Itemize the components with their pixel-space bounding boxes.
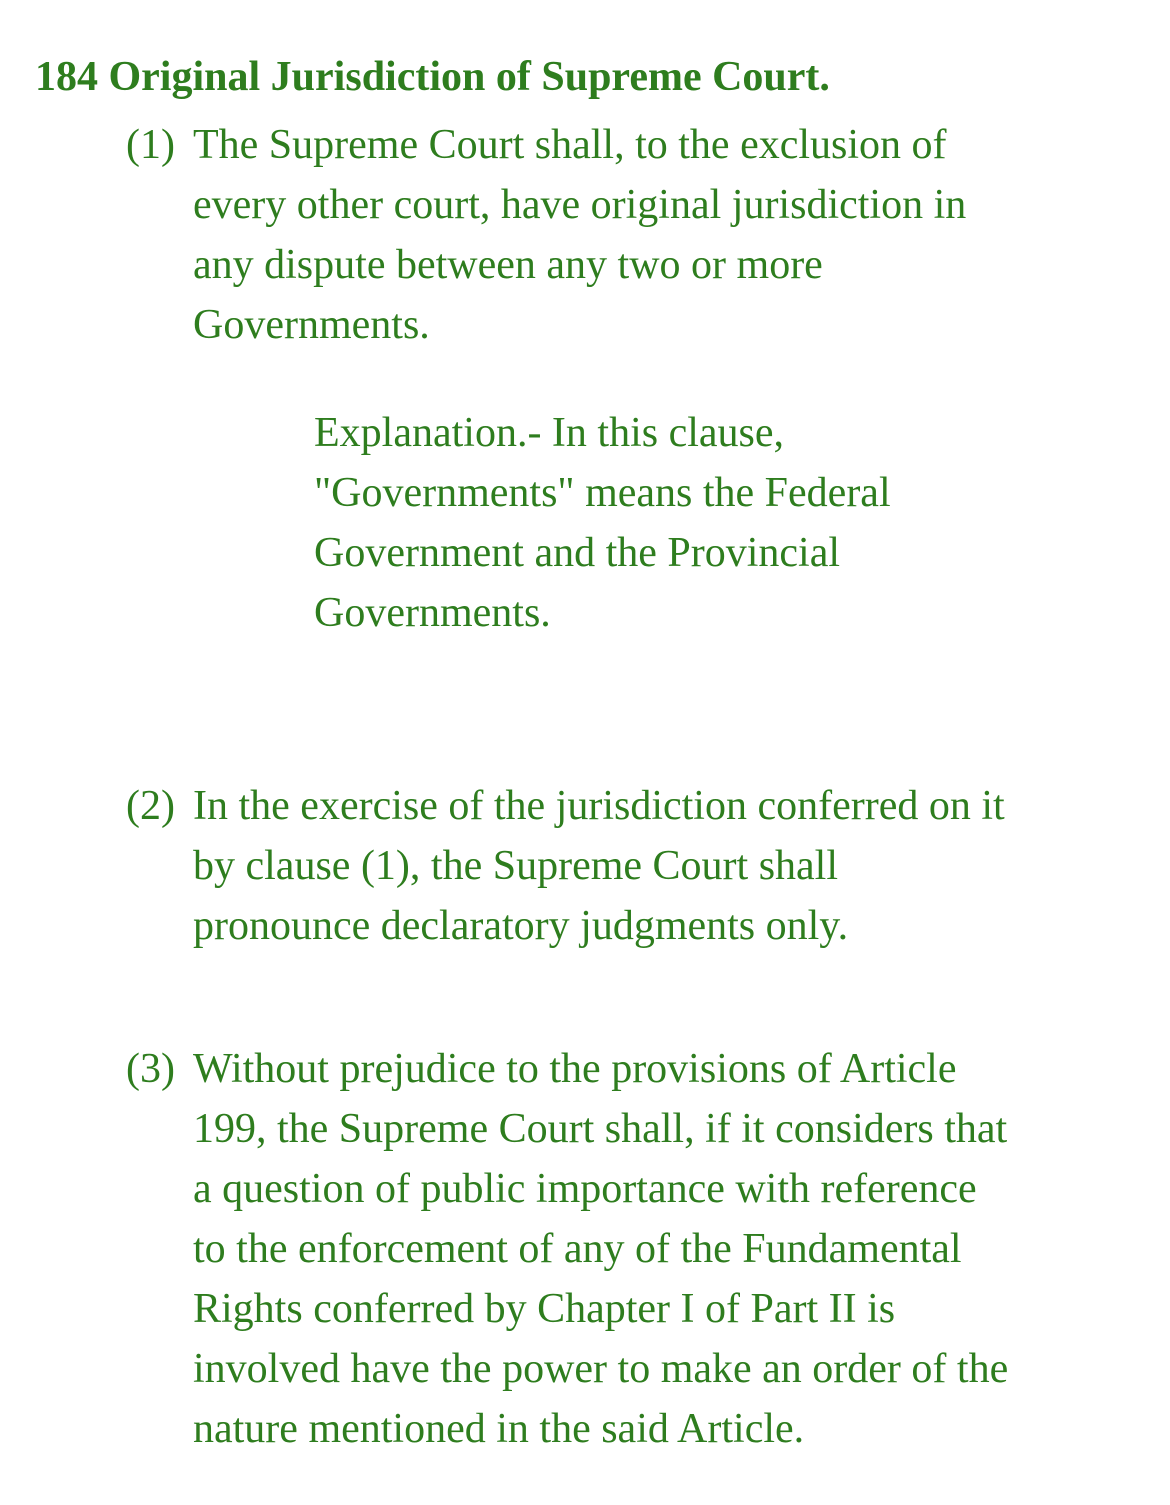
clause-2: [126, 776, 1146, 956]
clause-line: every other court, have original jurisdiction in: [193, 182, 967, 228]
clause-line: 199, the Supreme Court shall, if it considers that: [193, 1106, 1008, 1152]
article-title: 184 Original Jurisdiction of Supreme Court.: [35, 54, 830, 100]
clause-text: [193, 115, 1143, 355]
clause-3: [126, 1039, 1146, 1459]
clause-line: nature mentioned in the said Article.: [193, 1406, 805, 1452]
clause-line: to the enforcement of any of the Fundamental: [193, 1226, 962, 1272]
explanation-block: [314, 403, 1134, 643]
clause-number: (3): [126, 1046, 175, 1092]
clause-line: pronounce declaratory judgments only.: [193, 903, 849, 949]
clause-line: The Supreme Court shall, to the exclusion of: [193, 122, 947, 168]
clause-line: Rights conferred by Chapter I of Part II is: [193, 1286, 896, 1332]
clause-1: [126, 115, 1146, 355]
clause-line: a question of public importance with reference: [193, 1166, 977, 1212]
clause-number: (1): [126, 122, 175, 168]
clause-line: involved have the power to make an order of the: [193, 1346, 1009, 1392]
clause-text: [193, 1039, 1143, 1459]
explanation-line: "Governments" means the Federal: [314, 470, 891, 516]
clause-number: (2): [126, 783, 175, 829]
clause-line: In the exercise of the jurisdiction conferred on it: [193, 783, 1005, 829]
clause-line: any dispute between any two or more: [193, 242, 823, 288]
explanation-line: Government and the Provincial: [314, 530, 841, 576]
clause-text: [193, 776, 1143, 956]
clause-line: Without prejudice to the provisions of Article: [193, 1046, 957, 1092]
clause-line: by clause (1), the Supreme Court shall: [193, 843, 839, 889]
clause-line: Governments.: [193, 302, 430, 348]
explanation-line: Governments.: [314, 590, 551, 636]
explanation-line: Explanation.- In this clause,: [314, 410, 785, 456]
